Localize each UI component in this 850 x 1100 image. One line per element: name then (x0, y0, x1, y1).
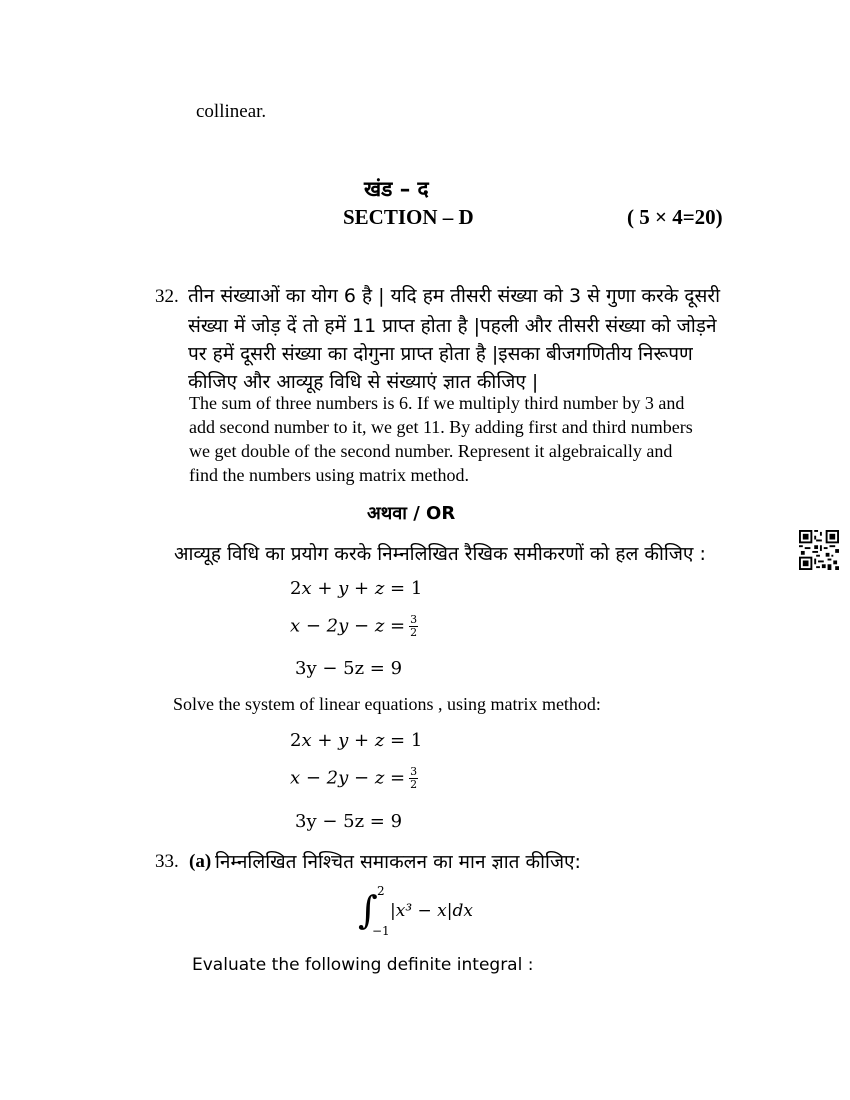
previous-question-tail: collinear. (196, 101, 267, 122)
alt-instruction-english: Solve the system of linear equations , using matrix method: (173, 694, 601, 714)
equation-3-hindi-set: 3y − 5z = 9 (295, 658, 403, 679)
question-number-33: 33. (155, 851, 179, 872)
alt-instruction-hindi: आव्यूह विधि का प्रयोग करके निम्नलिखित रैखिक समीकरणों को हल कीजिए : (174, 543, 706, 565)
q32-hindi-line-2: संख्या में जोड़ दें तो हमें 11 प्राप्त होता है |पहली और तीसरी संख्या को जोड़ने (188, 315, 717, 337)
equation-1-english-set: 2x + y + z = 1 (290, 730, 423, 751)
equation-1-hindi-set: 2x + y + z = 1 (290, 578, 423, 599)
q32-english-line-4: find the numbers using matrix method. (189, 465, 469, 485)
section-title-english: SECTION – D (343, 205, 474, 229)
integral-sign: ∫ (358, 888, 378, 932)
section-marks: ( 5 × 4=20) (627, 205, 723, 229)
definite-integral (358, 886, 488, 938)
q32-hindi-line-3: पर हमें दूसरी संख्या का दोगुना प्राप्त होता है |इसका बीजगणितीय निरूपण (188, 343, 693, 365)
question-number-32: 32. (155, 286, 179, 307)
q32-english-line-2: add second number to it, we get 11. By adding first and third numbers (189, 417, 693, 437)
q33-instruction-english: Evaluate the following definite integral : (192, 955, 534, 975)
section-title-hindi: खंड – द (364, 177, 429, 201)
equation-3-english-set: 3y − 5z = 9 (295, 811, 403, 832)
q33-part-label: (a) (189, 851, 212, 872)
integral-upper-limit: 2 (377, 884, 385, 898)
q32-hindi-line-4: कीजिए और आव्यूह विधि से संख्याएं ज्ञात कीजिए | (188, 371, 539, 393)
or-label: अथवा / OR (367, 503, 456, 524)
integral-lower-limit: −1 (372, 924, 390, 938)
q32-english-line-3: we get double of the second number. Represent it algebraically and (189, 441, 673, 461)
equation-2-hindi-set: x − 2y − z = $\frac{3}{2}$ (290, 613, 418, 639)
q33-instruction-hindi: निम्नलिखित निश्चित समाकलन का मान ज्ञात कीजिए: (215, 851, 581, 873)
q32-english-line-1: The sum of three numbers is 6. If we multiply third number by 3 and (189, 393, 685, 413)
equation-2-english-set: x − 2y − z = $\frac{3}{2}$ (290, 765, 418, 791)
qr-code-icon (799, 530, 839, 570)
integrand: |x³ − x|dx (390, 901, 473, 921)
q32-hindi-line-1: तीन संख्याओं का योग 6 है | यदि हम तीसरी संख्या को 3 से गुणा करके दूसरी (188, 285, 721, 307)
